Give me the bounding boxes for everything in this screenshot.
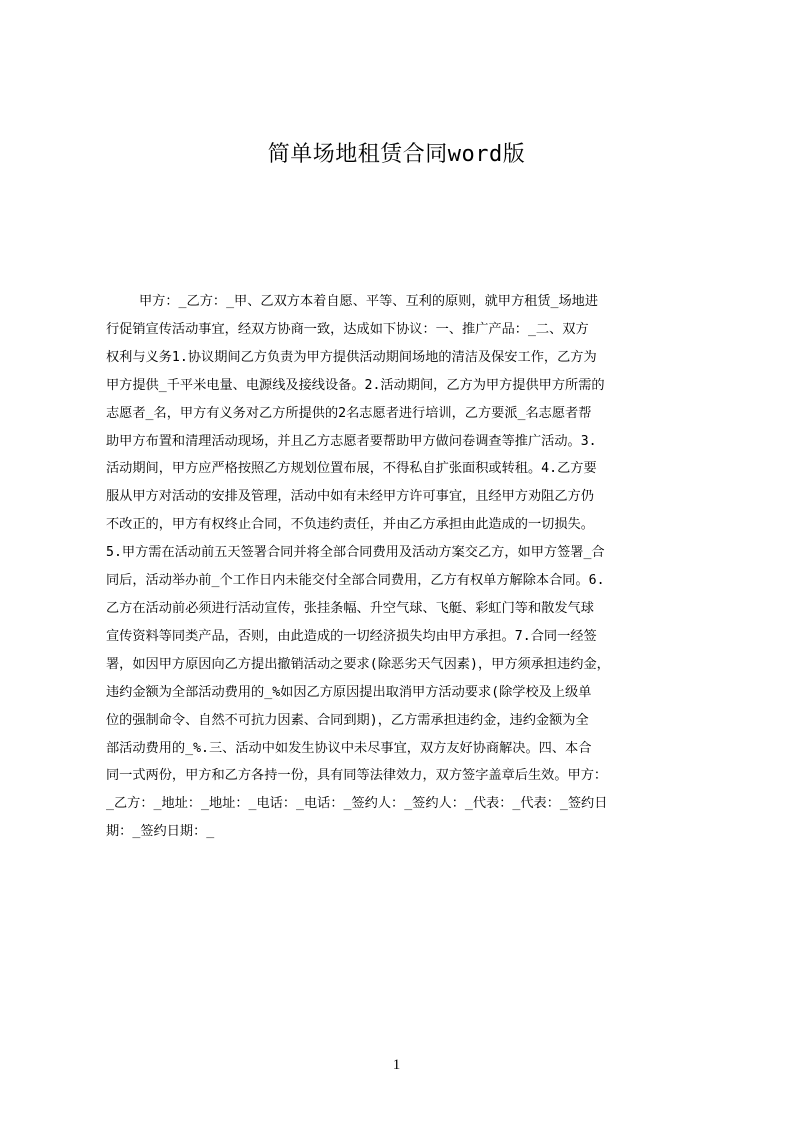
body-line: 同一式两份，甲方和乙方各持一份，具有同等法律效力，双方签字盖章后生效。甲方： — [106, 768, 608, 784]
body-line: 宣传资料等同类产品，否则，由此造成的一切经济损失均由甲方承担。7.合同一经签 — [106, 628, 597, 644]
body-line: 助甲方布置和清理活动现场，并且乙方志愿者要帮助甲方做问卷调查等推广活动。3. — [106, 433, 597, 449]
body-line: 同后，活动举办前_个工作日内未能交付全部合同费用，乙方有权单方解除本合同。6. — [106, 573, 605, 589]
body-line: 甲方：_乙方：_甲、乙双方本着自愿、平等、互利的原则，就甲方租赁_场地进 — [139, 294, 599, 309]
page-number: 1 — [392, 1057, 401, 1073]
body-line: 期：_签约日期：_ — [106, 824, 215, 840]
body-line: 乙方在活动前必须进行活动宣传，张挂条幅、升空气球、飞艇、彩虹门等和散发气球 — [106, 600, 594, 616]
body-line: 权利与义务1.协议期间乙方负责为甲方提供活动期间场地的清洁及保安工作，乙方为 — [106, 349, 597, 365]
body-line: 服从甲方对活动的安排及管理，活动中如有未经甲方许可事宜，且经甲方劝阻乙方仍 — [106, 489, 594, 505]
body-line: 位的强制命令、自然不可抗力因素、合同到期)，乙方需承担违约金，违约金额为全 — [106, 712, 589, 728]
body-line: _乙方：_地址：_地址：_电话：_电话：_签约人：_签约人：_代表：_代表：_签约日 — [106, 796, 608, 812]
body-line: 行促销宣传活动事宜，经双方协商一致，达成如下协议：一、推广产品：_二、双方 — [106, 321, 589, 337]
body-line: 5.甲方需在活动前五天签署合同并将全部合同费用及活动方案交乙方，如甲方签署_合 — [106, 545, 605, 561]
body-line: 违约金额为全部活动费用的_%如因乙方原因提出取消甲方活动要求(除学校及上级单 — [106, 684, 592, 700]
body-line: 部活动费用的_%.三、活动中如发生协议中未尽事宜，双方友好协商解决。四、本合 — [106, 740, 592, 756]
contract-body — [106, 288, 698, 840]
document-title: 简单场地租赁合同word版 — [267, 142, 526, 167]
body-line: 志愿者_名，甲方有义务对乙方所提供的2名志愿者进行培训，乙方要派_名志愿者帮 — [106, 405, 592, 421]
body-line: 署，如因甲方原因向乙方提出撤销活动之要求(除恶劣天气因素)，甲方须承担违约金， — [106, 656, 610, 672]
body-line: 不改正的，甲方有权终止合同，不负违约责任，并由乙方承担由此造成的一切损失。 — [106, 517, 594, 533]
body-line: 甲方提供_千平米电量、电源线及接线设备。2.活动期间，乙方为甲方提供甲方所需的 — [106, 377, 605, 393]
body-line: 活动期间，甲方应严格按照乙方规划位置布展，不得私自扩张面积或转租。4.乙方要 — [106, 461, 597, 477]
